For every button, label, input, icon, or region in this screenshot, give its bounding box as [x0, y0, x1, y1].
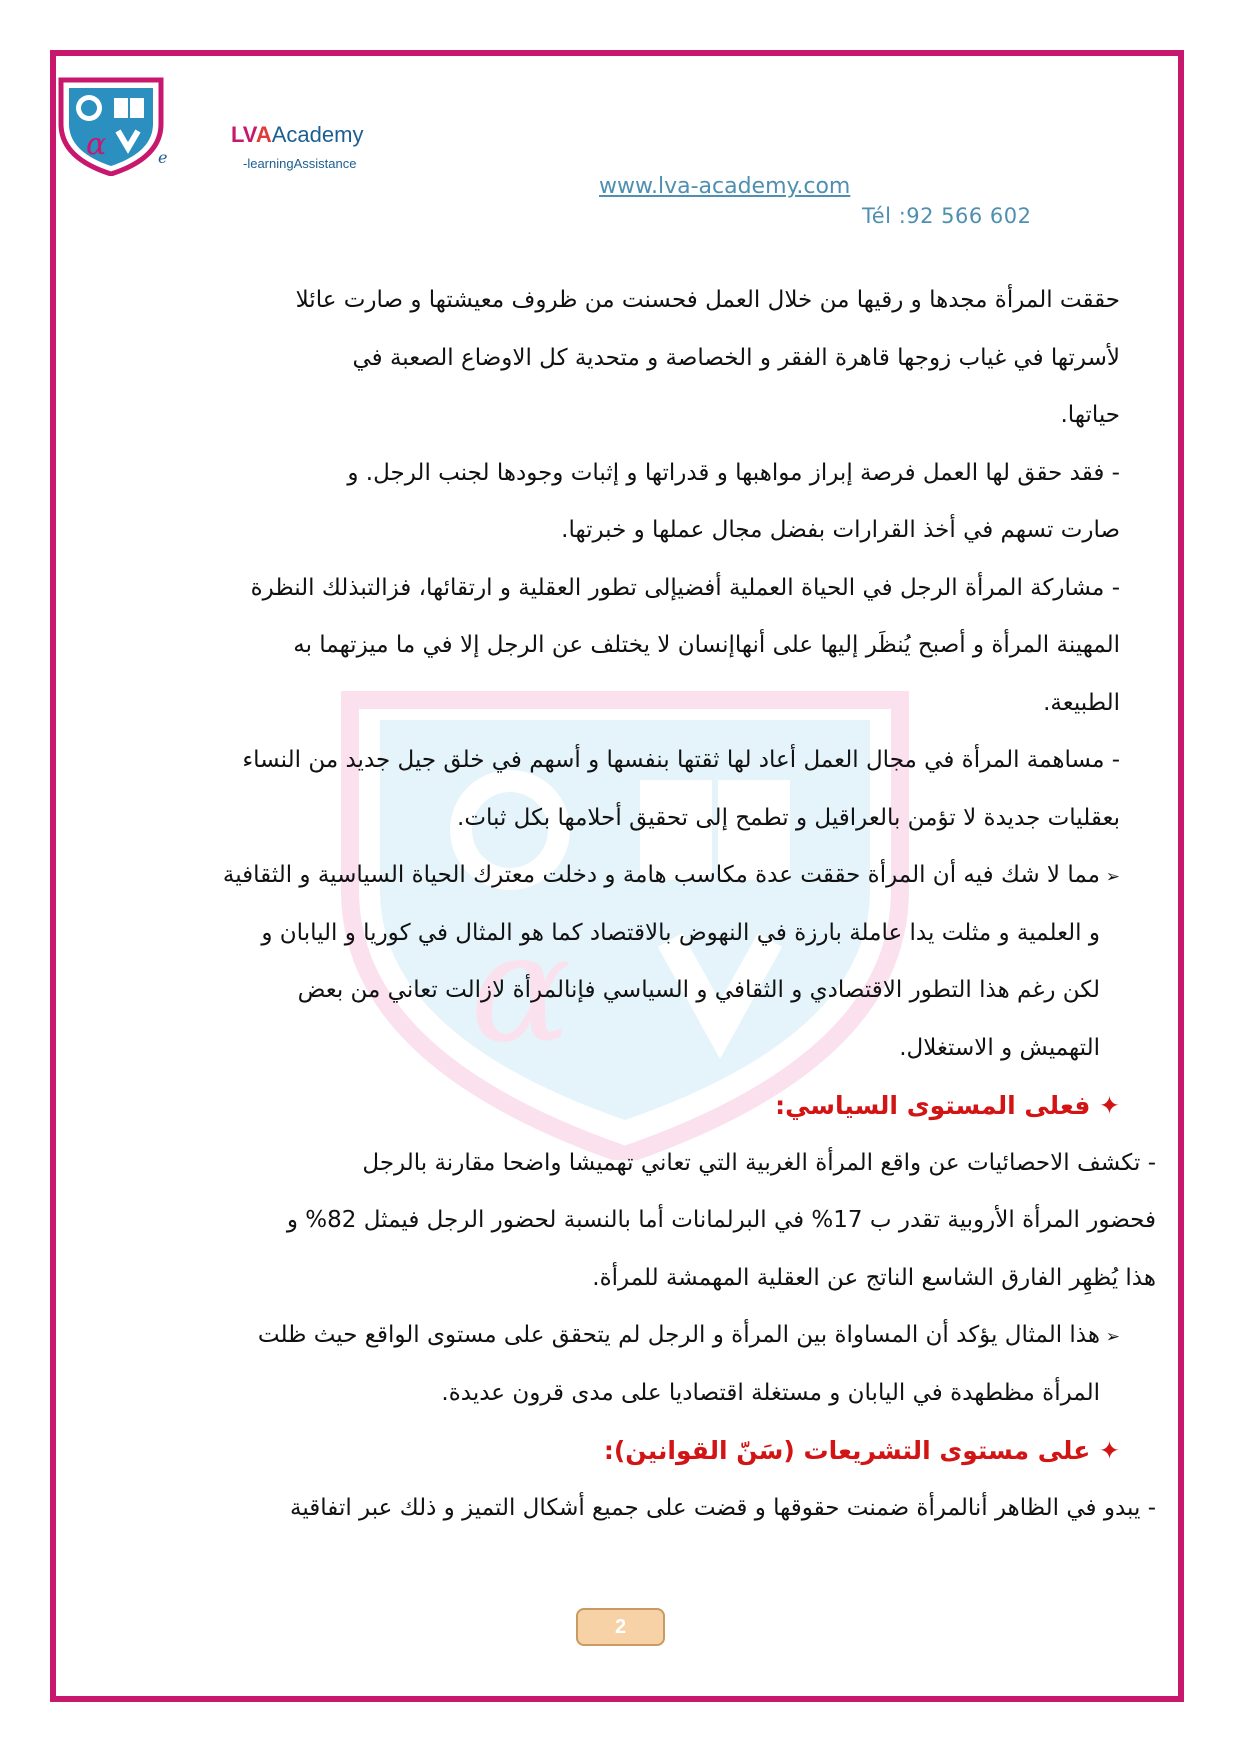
text-line: المهينة المرأة و أصبح يُنظَر إليها على أنهاإنسان لا يختلف عن الرجل إلا في ما ميزتهما به: [293, 632, 1120, 658]
website-link[interactable]: www.lva-academy.com: [599, 174, 851, 199]
svg-text:α: α: [470, 902, 572, 1076]
text-line: لأسرتها في غياب زوجها قاهرة الفقر و الخصاصة و متحدية كل الاوضاع الصعبة في: [352, 344, 1120, 371]
document-body: [110, 272, 1156, 1537]
bullet-line: ➢هذا المثال يؤكد أن المساواة بين المرأة و الرجل لم يتحقق على مستوى الواقع حيث ظلت: [110, 1307, 1120, 1365]
page-number-badge: 2: [576, 1608, 665, 1646]
section-heading: ✦ على مستوى التشريعات (سَنّ القوانين):: [603, 1436, 1120, 1465]
text-line: - تكشف الاحصائيات عن واقع المرأة الغربية التي تعاني تهميشا واضحا مقارنة بالرجل: [362, 1149, 1156, 1176]
svg-text:α: α: [86, 127, 107, 162]
text-line: - مساهمة المرأة في مجال العمل أعاد لها ثقتها بنفسها و أسهم في خلق جيل جديد من النساء: [242, 747, 1120, 773]
logo-letter: e: [158, 148, 168, 167]
text-line: الطبيعة.: [1043, 689, 1120, 716]
brand-tagline: -learningAssistance: [243, 156, 357, 171]
lva-logo-icon: [56, 76, 166, 176]
text-line: هذا يُظهِر الفارق الشاسع الناتج عن العقلية المهمشة للمرأة.: [592, 1264, 1156, 1291]
arrow-bullet-icon: ➢: [1105, 867, 1120, 887]
text-line: صارت تسهم في أخذ القرارات بفضل مجال عملها و خبرتها.: [561, 517, 1120, 543]
star-bullet-icon: ✦: [1090, 1091, 1120, 1120]
text-line: - يبدو في الظاهر أنالمرأة ضمنت حقوقها و قضت على جميع أشكال التميز و ذلك عبر اتفاقية: [290, 1494, 1156, 1521]
text-line: حياتها.: [1060, 402, 1120, 428]
text-line: حققت المرأة مجدها و رقيها من خلال العمل فحسنت من ظروف معيشتها و صارت عائلا: [295, 287, 1120, 313]
text-line: التهميش و الاستغلال.: [899, 1034, 1100, 1061]
section-heading: ✦ فعلى المستوى السياسي:: [775, 1091, 1120, 1120]
text-line: لكن رغم هذا التطور الاقتصادي و الثقافي و السياسي فإنالمرأة لازالت تعاني من بعض: [297, 977, 1100, 1003]
text-line: - فقد حقق لها العمل فرصة إبراز مواهبها و قدراتها و إثبات وجودها لجنب الرجل. و: [347, 459, 1120, 486]
star-bullet-icon: ✦: [1090, 1436, 1120, 1465]
brand-name: LVAAcademy: [231, 122, 364, 147]
text-line: المرأة مظطهدة في اليابان و مستغلة اقتصاديا على مدى قرون عديدة.: [441, 1379, 1100, 1406]
text-line: و العلمية و مثلت يدا عاملة بارزة في النهوض بالاقتصاد كما هو المثال في كوريا و اليابان و: [261, 919, 1100, 946]
arrow-bullet-icon: ➢: [1105, 1327, 1120, 1347]
bullet-line: ➢مما لا شك فيه أن المرأة حققت عدة مكاسب هامة و دخلت معترك الحياة السياسية و الثقافية: [110, 847, 1120, 905]
text-line: بعقليات جديدة لا تؤمن بالعراقيل و تطمح إلى تحقيق أحلامها بكل ثبات.: [457, 804, 1120, 831]
text-line: - مشاركة المرأة الرجل في الحياة العملية أفضيإلى تطور العقلية و ارتقائها، فزالتبذلك النظرة: [250, 574, 1120, 601]
text-line: فحضور المرأة الأروبية تقدر ب 17% في البرلمانات أما بالنسبة لحضور الرجل فيمثل 82% و: [286, 1207, 1156, 1233]
phone-number: Tél :92 566 602: [862, 204, 1032, 228]
